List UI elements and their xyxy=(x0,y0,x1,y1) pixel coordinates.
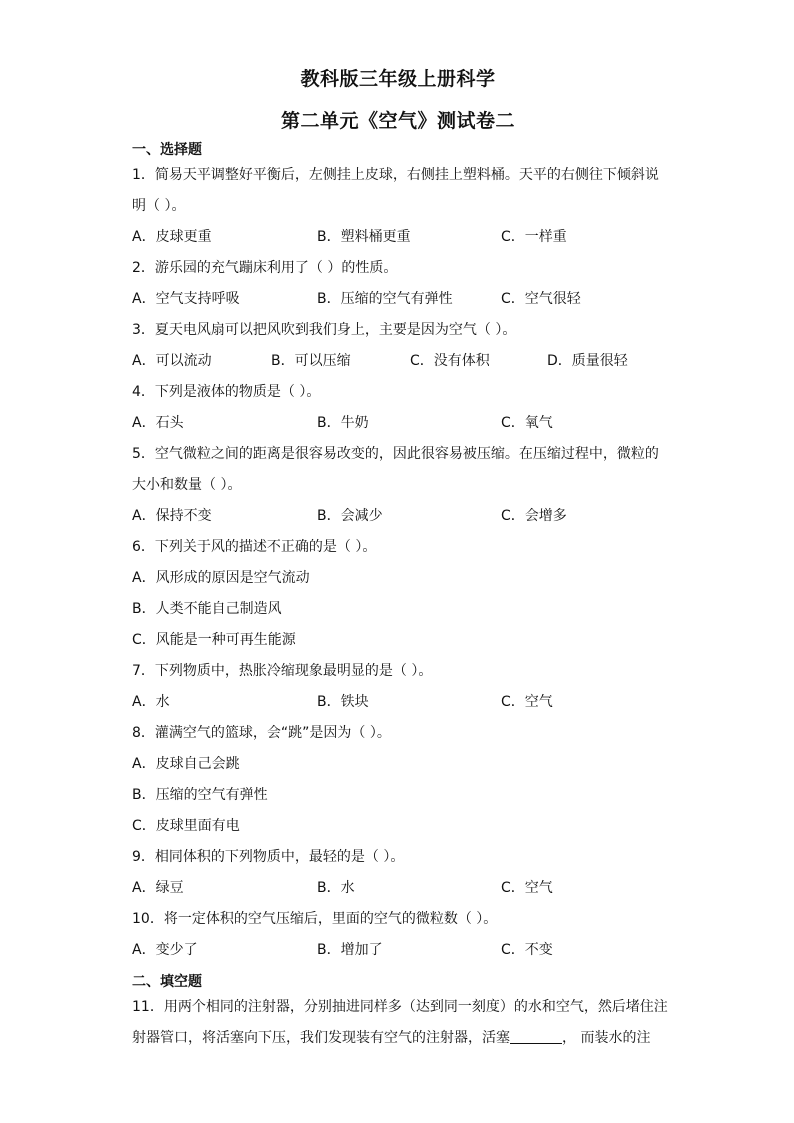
question-3-text: 3．夏天电风扇可以把风吹到我们身上，主要是因为空气（ ）。 xyxy=(132,322,517,338)
question-2-option-b[interactable]: B．压缩的空气有弹性 xyxy=(317,291,453,307)
question-5-text-cont: 大小和数量（ ）。 xyxy=(132,477,242,493)
question-1-option-a[interactable]: A．皮球更重 xyxy=(132,229,212,245)
section-heading-choice: 一、选择题 xyxy=(132,142,202,158)
question-3-options xyxy=(132,346,664,377)
question-9-option-a[interactable]: A．绿豆 xyxy=(132,880,184,896)
question-9-option-b[interactable]: B．水 xyxy=(317,880,355,896)
question-1-option-c[interactable]: C．一样重 xyxy=(501,229,567,245)
question-1-option-b[interactable]: B．塑料桶更重 xyxy=(317,229,411,245)
question-10-option-b[interactable]: B．增加了 xyxy=(317,942,383,958)
question-10-options xyxy=(132,935,664,966)
question-5-option-b[interactable]: B．会减少 xyxy=(317,508,383,524)
page-title: 教科版三年级上册科学 xyxy=(300,68,496,90)
question-11-text-part-a: 射器管口，将活塞向下压，我们发现装有空气的注射器，活塞 xyxy=(132,1030,510,1046)
question-5-options xyxy=(132,501,664,532)
question-2-options xyxy=(132,284,664,315)
question-2-text: 2．游乐园的充气蹦床利用了（ ）的性质。 xyxy=(132,260,398,276)
question-9-text: 9．相同体积的下列物质中，最轻的是（ ）。 xyxy=(132,849,405,865)
question-10-option-c[interactable]: C．不变 xyxy=(501,942,553,958)
question-7-option-a[interactable]: A．水 xyxy=(132,694,170,710)
question-5-option-c[interactable]: C．会增多 xyxy=(501,508,567,524)
question-3-option-d[interactable]: D．质量很轻 xyxy=(547,353,628,369)
question-4-text: 4．下列是液体的物质是（ ）。 xyxy=(132,384,321,400)
question-6-option-c[interactable]: C．风能是一种可再生能源 xyxy=(132,632,296,648)
question-10-text: 10．将一定体积的空气压缩后，里面的空气的微粒数（ ）。 xyxy=(132,911,498,927)
question-8-text: 8．灌满空气的篮球，会“跳”是因为（ ）。 xyxy=(132,725,391,741)
question-4-option-b[interactable]: B．牛奶 xyxy=(317,415,369,431)
question-6-option-a[interactable]: A．风形成的原因是空气流动 xyxy=(132,570,310,586)
question-8-option-b[interactable]: B．压缩的空气有弹性 xyxy=(132,787,268,803)
question-5-text: 5．空气微粒之间的距离是很容易改变的，因此很容易被压缩。在压缩过程中，微粒的 xyxy=(132,446,659,462)
question-6-text: 6．下列关于风的描述不正确的是（ ）。 xyxy=(132,539,377,555)
question-1-text-cont: 明（ ）。 xyxy=(132,198,186,214)
question-4-option-a[interactable]: A．石头 xyxy=(132,415,184,431)
question-11-text-part-b: ， 而装水的注 xyxy=(562,1030,651,1046)
question-5-option-a[interactable]: A．保持不变 xyxy=(132,508,212,524)
question-7-options xyxy=(132,687,664,718)
question-1-text: 1．简易天平调整好平衡后，左侧挂上皮球，右侧挂上塑料桶。天平的右侧往下倾斜说 xyxy=(132,167,659,183)
question-11-text: 11．用两个相同的注射器，分别抽进同样多（达到同一刻度）的水和空气，然后堵住注 xyxy=(132,999,668,1015)
question-7-option-b[interactable]: B．铁块 xyxy=(317,694,369,710)
question-11-answer-blank[interactable] xyxy=(510,1027,562,1044)
question-9-option-c[interactable]: C．空气 xyxy=(501,880,553,896)
question-3-option-c[interactable]: C．没有体积 xyxy=(410,353,490,369)
question-3-option-a[interactable]: A．可以流动 xyxy=(132,353,212,369)
question-7-option-c[interactable]: C．空气 xyxy=(501,694,553,710)
question-3-option-b[interactable]: B．可以压缩 xyxy=(271,353,351,369)
question-8-option-a[interactable]: A．皮球自己会跳 xyxy=(132,756,240,772)
question-1-options xyxy=(132,222,664,253)
question-4-option-c[interactable]: C．氧气 xyxy=(501,415,553,431)
question-4-options xyxy=(132,408,664,439)
question-9-options xyxy=(132,873,664,904)
question-2-option-c[interactable]: C．空气很轻 xyxy=(501,291,581,307)
question-7-text: 7．下列物质中，热胀冷缩现象最明显的是（ ）。 xyxy=(132,663,433,679)
question-8-option-c[interactable]: C．皮球里面有电 xyxy=(132,818,240,834)
page-subtitle: 第二单元《空气》测试卷二 xyxy=(280,110,515,132)
question-11-text-cont xyxy=(132,1023,664,1054)
question-2-option-a[interactable]: A．空气支持呼吸 xyxy=(132,291,240,307)
question-10-option-a[interactable]: A．变少了 xyxy=(132,942,198,958)
section-heading-fill-in: 二、填空题 xyxy=(132,974,202,990)
question-6-option-b[interactable]: B．人类不能自己制造风 xyxy=(132,601,282,617)
